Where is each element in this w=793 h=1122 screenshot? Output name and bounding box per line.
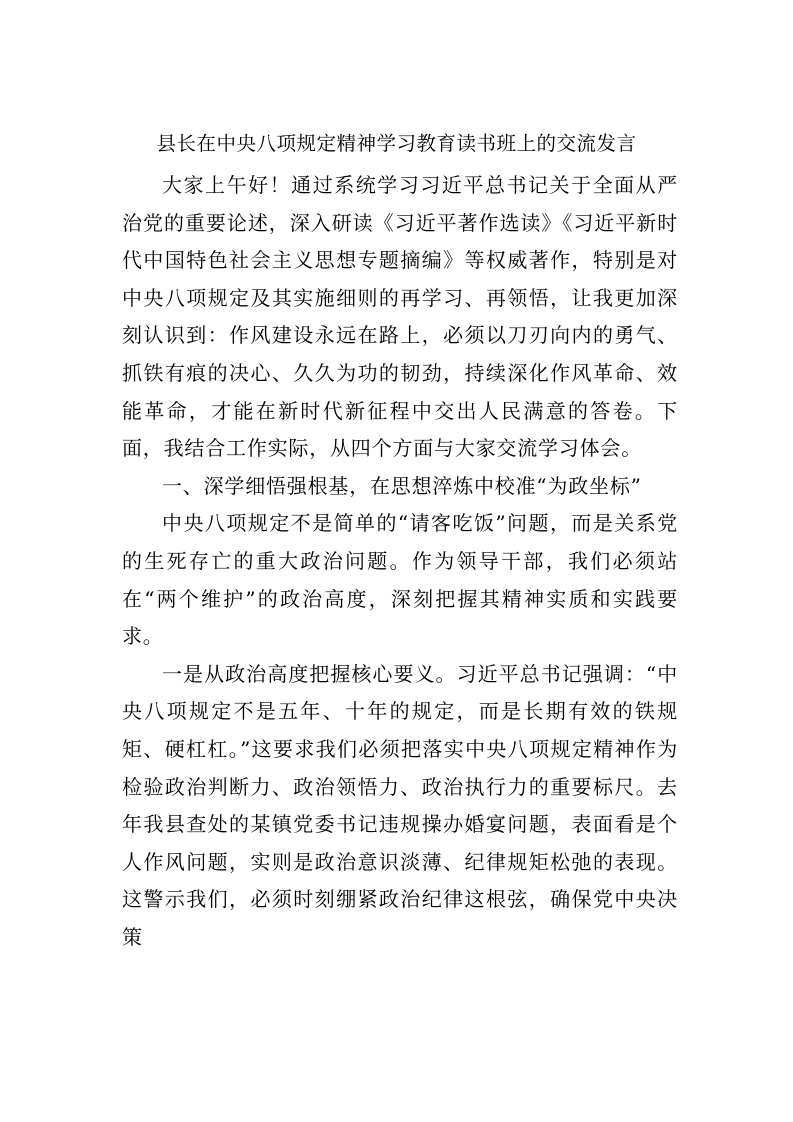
document-body (122, 167, 678, 956)
paragraph-greeting: 大家上午好！通过系统学习习近平总书记关于全面从严治党的重要论述，深入研读《习近平著作选读》《习近平新时代中国特色社会主义思想专题摘编》等权威著作，特别是对中央八项规定及其实施细则的再学习、再领悟，让我更加深刻认识到：作风建设永远在路上，必须以刀刃向内的勇气、抓铁有痕的决心、久久为功的韧劲，持续深化作风革命、效能革命，才能在新时代新征程中交出人民满意的答卷。下面，我结合工作实际，从四个方面与大家交流学习体会。 (122, 173, 678, 461)
paragraph-section-intro: 中央八项规定不是简单的“请客吃饭”问题，而是关系党的生死存亡的重大政治问题。作为领导干部，我们必须站在“两个维护”的政治高度，深刻把握其精神实质和实践要求。 (122, 511, 678, 649)
paragraph-point-one: 一是从政治高度把握核心要义。习近平总书记强调：“中央八项规定不是五年、十年的规定，而是长期有效的铁规矩、硬杠杠。”这要求我们必须把落实中央八项规定精神作为检验政治判断力、政治领悟力、政治执行力的重要标尺。去年我县查处的某镇党委书记违规操办婚宴问题，表面看是个人作风问题，实则是政治意识淡薄、纪律规矩松弛的表现。这警示我们，必须时刻绷紧政治纪律这根弦，确保党中央决策 (122, 661, 678, 949)
document-title: 县长在中央八项规定精神学习教育读书班上的交流发言 (156, 132, 637, 155)
section-heading: 一、深学细悟强根基，在思想淬炼中校准“为政坐标” (162, 473, 642, 498)
